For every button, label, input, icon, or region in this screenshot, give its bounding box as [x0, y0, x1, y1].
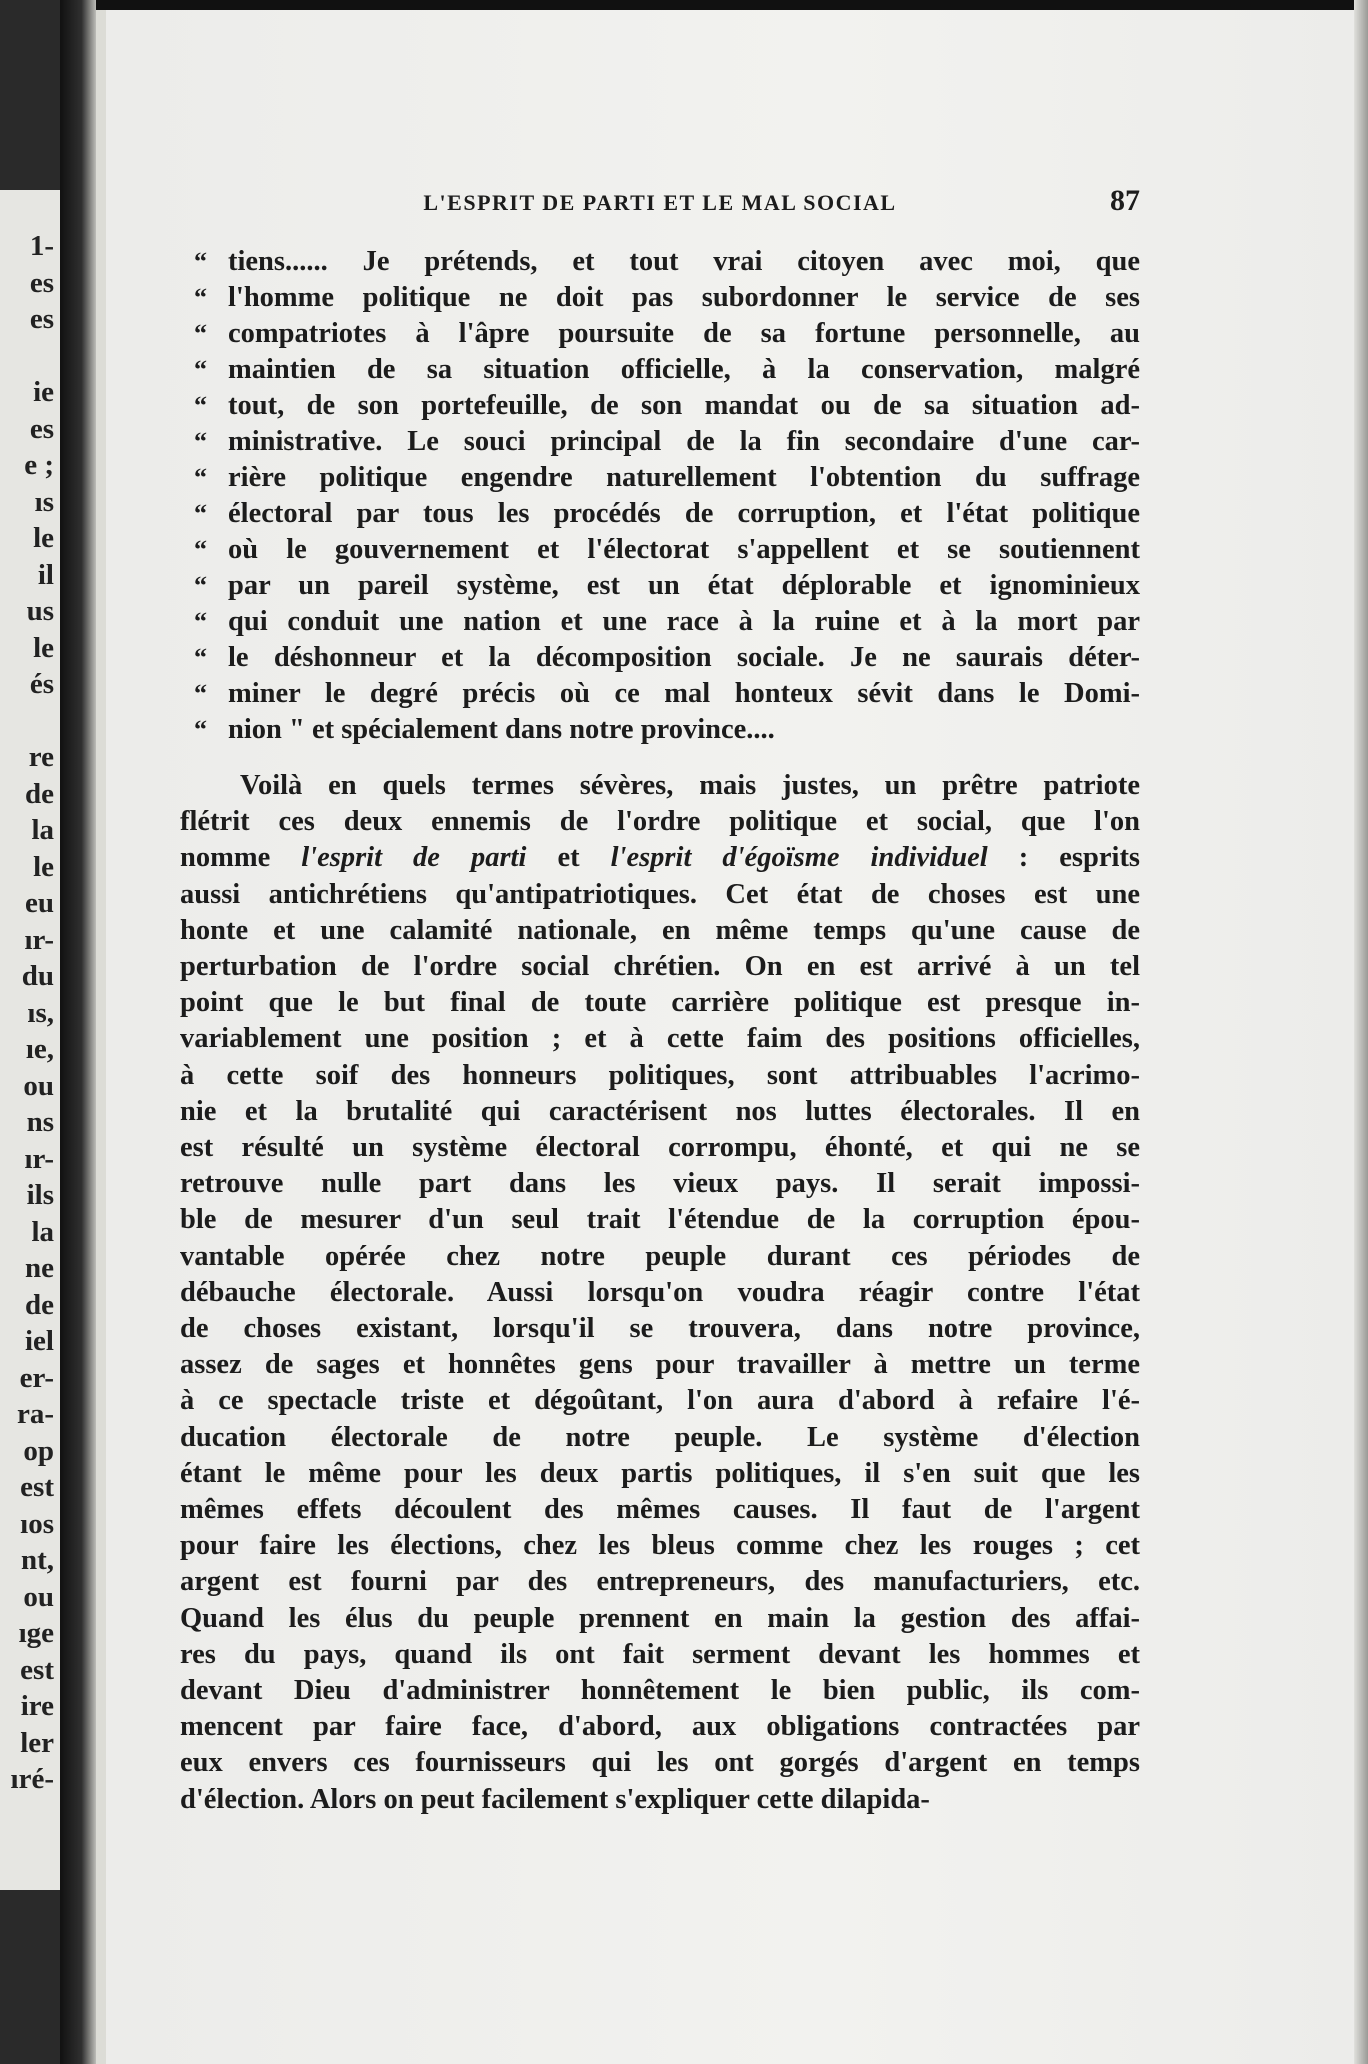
paragraph-gap [180, 748, 1140, 768]
quote-text: qui conduit une nation et une race à la ruine et à la mort par [228, 606, 1140, 637]
facing-page-fragment: ıos [20, 1507, 54, 1540]
paragraph-line: d'élection. Alors on peut facilement s'expliquer cette dilapida- [180, 1783, 930, 1815]
quote-line [180, 496, 1140, 532]
paragraph-line: aussi antichrétiens qu'antipatriotiques. Cet état de choses est une [180, 878, 1140, 910]
quote-text: nion " et spécialement dans notre province.... [228, 714, 775, 745]
paragraph-line: devant Dieu d'administrer honnêtement le bien public, ils com- [180, 1675, 1140, 1707]
quote-mark: “ [194, 715, 207, 744]
paragraph-line: à cette soif des honneurs politiques, sont attribuables l'acrimo- [180, 1059, 1140, 1091]
quote-mark: “ [194, 427, 207, 456]
facing-page-fragment: es [29, 266, 54, 299]
quote-mark: “ [194, 607, 207, 636]
facing-page-fragment: la [31, 814, 54, 846]
text-run: : esprits [1018, 842, 1141, 874]
quote-line [180, 532, 1140, 568]
italic-term: l'esprit de parti [301, 842, 527, 874]
paragraph-line: variablement une position ; et à cette faim des positions officielles, [180, 1023, 1140, 1055]
paragraph-line: à ce spectacle triste et dégoûtant, l'on aura d'abord à refaire l'é- [180, 1385, 1140, 1417]
paragraph-line: Quand les élus du peuple prennent en main la gestion des affai- [180, 1602, 1140, 1634]
facing-page-fragment: eu [25, 887, 54, 919]
quote-line [180, 676, 1140, 712]
paragraph-line: Voilà en quels termes sévères, mais justes, un prêtre patriote [240, 770, 1140, 801]
facing-page-fragment: es [29, 412, 54, 445]
facing-page-fragment: ire [20, 1690, 54, 1722]
paragraph-line: mencent par faire face, d'abord, aux obligations contractées par [180, 1711, 1140, 1743]
quote-line [180, 568, 1140, 604]
quote-text: tout, de son portefeuille, de son mandat ou de sa situation ad- [228, 390, 1140, 421]
quote-mark: “ [194, 679, 207, 708]
quote-text: rière politique engendre naturellement l'obtention du suffrage [228, 462, 1140, 493]
quote-mark: “ [194, 571, 207, 600]
paragraph-line: nie et la brutalité qui caractérisent nos luttes électorales. Il en [180, 1095, 1140, 1127]
facing-page-fragment: ou [23, 1580, 54, 1613]
quote-text: ministrative. Le souci principal de la fin secondaire d'une car- [228, 426, 1140, 457]
facing-page-fragment: est [20, 1471, 54, 1503]
facing-page-fragment: du [21, 960, 54, 992]
facing-page-fragment: ıs [34, 485, 54, 518]
page-header [180, 180, 1140, 224]
facing-page-fragment: ra- [16, 1398, 54, 1430]
quote-text: où le gouvernement et l'électorat s'appellent et se soutiennent [228, 534, 1140, 565]
paragraph-line: perturbation de l'ordre social chrétien. On en est arrivé à un tel [180, 951, 1140, 983]
quote-line [180, 352, 1140, 388]
facing-page-fragment: op [23, 1434, 54, 1467]
facing-page-fragment: 1- [29, 230, 54, 262]
facing-page-fragment: ler [20, 1726, 54, 1759]
paragraph-line: assez de sages et honnêtes gens pour travailler à mettre un terme [180, 1349, 1140, 1381]
facing-page-fragment: ıe, [25, 1033, 54, 1065]
facing-page-fragment: e ; [24, 449, 54, 481]
quote-text: compatriotes à l'âpre poursuite de sa fortune personnelle, au [228, 318, 1140, 349]
paragraph-line: est résulté un système électoral corrompu, éhonté, et qui ne se [180, 1132, 1140, 1164]
scan-top-edge [96, 0, 1368, 10]
facing-page-fragment: ie [33, 376, 54, 408]
quote-text: le déshonneur et la décomposition sociale. Je ne saurais déter- [228, 642, 1140, 673]
facing-page-fragment: ır- [24, 923, 54, 956]
quote-line [180, 280, 1140, 316]
quote-line [180, 460, 1140, 496]
quote-text: tiens...... Je prétends, et tout vrai citoyen avec moi, que [228, 246, 1140, 277]
paragraph-line: honte et une calamité nationale, en même temps qu'une cause de [180, 914, 1140, 946]
facing-page-fragment: de [25, 777, 54, 810]
facing-page-fragment: re [28, 741, 54, 773]
text-run: nomme [180, 842, 271, 874]
facing-page-fragment: le [33, 850, 54, 883]
quote-mark: “ [194, 535, 207, 564]
quote-mark: “ [194, 355, 207, 384]
book-page [180, 180, 1140, 1880]
quote-line [180, 424, 1140, 460]
facing-page-fragment: le [33, 522, 54, 554]
quote-text: électoral par tous les procédés de corruption, et l'état politique [228, 498, 1140, 529]
facing-page-fragment: ils [26, 1179, 54, 1211]
paragraph-line [180, 840, 1140, 876]
paragraph-line: étant le même pour les deux partis politiques, il s'en suit que les [180, 1457, 1140, 1489]
facing-page-fragment: ıge [18, 1617, 54, 1649]
paragraph-line: de choses existant, lorsqu'il se trouvera, dans notre province, [180, 1313, 1140, 1345]
page-right-edge [1354, 0, 1368, 2064]
facing-page-fragment: ne [25, 1252, 54, 1284]
facing-page-fragment: le [33, 631, 54, 664]
quote-mark: “ [194, 463, 207, 492]
facing-page-fragment: la [31, 1215, 54, 1248]
quote-line [180, 640, 1140, 676]
quote-mark: “ [194, 391, 207, 420]
facing-page-fragment: ou [23, 1069, 54, 1102]
facing-page-fragment: és [29, 668, 54, 700]
italic-term: l'esprit d'égoïsme individuel [610, 842, 988, 874]
facing-page-fragment: nt, [20, 1544, 54, 1576]
quote-text: maintien de sa situation officielle, à la conservation, malgré [228, 354, 1140, 385]
facing-page-fragment: er- [19, 1361, 54, 1394]
paragraph-line: eux envers ces fournisseurs qui les ont gorgés d'argent en temps [180, 1747, 1140, 1779]
quote-mark: “ [194, 499, 207, 528]
quote-text: l'homme politique ne doit pas subordonner le service de ses [228, 282, 1140, 313]
facing-page-fragment: us [26, 595, 54, 627]
paragraph-line: ble de mesurer d'un seul trait l'étendue de la corruption épou- [180, 1204, 1140, 1236]
facing-page-fragment: est [20, 1653, 54, 1686]
quote-line [180, 712, 1140, 748]
facing-page-fragment: ıs, [27, 996, 54, 1029]
quote-text: miner le degré précis où ce mal honteux sévit dans le Domi- [228, 678, 1140, 709]
quote-line [180, 244, 1140, 280]
book-gutter [60, 0, 96, 2064]
quote-mark: “ [194, 319, 207, 348]
quote-mark: “ [194, 247, 207, 276]
paragraph-line: argent est fourni par des entrepreneurs, des manufacturiers, etc. [180, 1566, 1140, 1598]
paragraph-line: flétrit ces deux ennemis de l'ordre politique et social, que l'on [180, 806, 1140, 838]
paragraph-line: pour faire les élections, chez les bleus comme chez les rouges ; cet [180, 1530, 1140, 1562]
paragraph-line: retrouve nulle part dans les vieux pays. Il serait impossi- [180, 1168, 1140, 1200]
facing-page-fragment: ıré- [10, 1763, 54, 1795]
paragraph-line: mêmes effets découlent des mêmes causes. Il faut de l'argent [180, 1494, 1140, 1526]
facing-page-fragment: il [37, 558, 54, 591]
quotation-block [180, 244, 1140, 748]
quote-line [180, 388, 1140, 424]
page-number: 87 [1110, 184, 1140, 217]
paragraph-line: ducation électorale de notre peuple. Le système d'élection [180, 1421, 1140, 1453]
quote-mark: “ [194, 283, 207, 312]
facing-page-fragment: ır- [24, 1142, 54, 1175]
paragraph-line: res du pays, quand ils ont fait serment devant les hommes et [180, 1638, 1140, 1670]
facing-page-fragment: es [29, 303, 54, 335]
body-paragraph [180, 768, 1140, 1818]
facing-page-edge [0, 190, 60, 1890]
paragraph-line: débauche électorale. Aussi lorsqu'on voudra réagir contre l'état [180, 1276, 1140, 1308]
text-run: et [557, 842, 580, 874]
facing-page-fragment: ns [26, 1106, 54, 1138]
quote-line [180, 604, 1140, 640]
quote-text: par un pareil système, est un état déplorable et ignominieux [228, 570, 1140, 601]
facing-page-fragment: de [25, 1288, 54, 1321]
facing-page-fragment: iel [25, 1325, 54, 1357]
paragraph-line: point que le but final de toute carrière politique est presque in- [180, 987, 1140, 1019]
paragraph-line: vantable opérée chez notre peuple durant ces périodes de [180, 1240, 1140, 1272]
running-head: L'ESPRIT DE PARTI ET LE MAL SOCIAL [423, 190, 897, 215]
quote-mark: “ [194, 643, 207, 672]
quote-line [180, 316, 1140, 352]
